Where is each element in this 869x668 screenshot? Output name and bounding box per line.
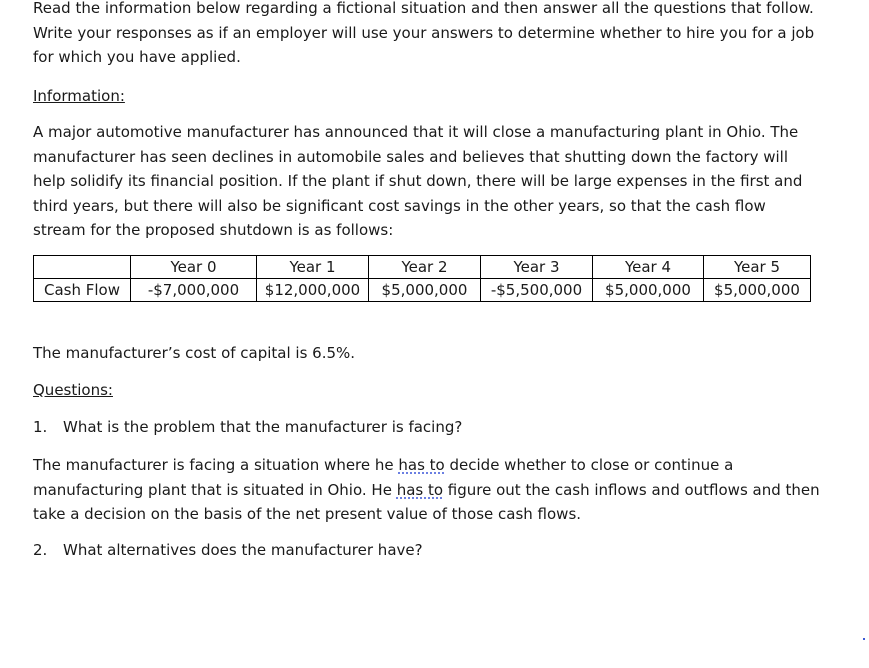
header-year-1: Year 1 — [257, 256, 369, 279]
header-year-2: Year 2 — [369, 256, 481, 279]
question-1-text: What is the problem that the manufacturer is facing? — [63, 418, 463, 436]
answer-1-text-a: The manufacturer is facing a situation where he — [33, 456, 399, 474]
grammar-flag-has-to[interactable]: has to — [398, 456, 445, 474]
cost-of-capital-text: The manufacturer’s cost of capital is 6.5%. — [33, 344, 356, 362]
header-year-3: Year 3 — [481, 256, 593, 279]
grammar-flag-has-to[interactable]: has to — [396, 480, 444, 499]
table-header-row — [34, 256, 811, 279]
header-year-5: Year 5 — [704, 256, 811, 279]
cash-flow-table — [33, 255, 811, 302]
row-label-cash-flow: Cash Flow — [34, 279, 131, 302]
question-1-number: 1. — [33, 418, 48, 436]
information-heading: Information: — [33, 87, 125, 105]
answer-1-text-c: figure out the cash inflows and outflows and then take a decision on the basis of the net present value of those cash flows. — [33, 480, 820, 523]
cash-flow-year-5: $5,000,000 — [704, 279, 811, 302]
header-year-0: Year 0 — [131, 256, 257, 279]
table-corner-cell — [34, 256, 131, 279]
table-row — [34, 279, 811, 302]
intro-paragraph: Read the information below regarding a fictional situation and then answer all the questions that follow. Write your responses as if an employer will use your answers to determine whether to hire you for a job for which you have applied. — [33, 0, 815, 66]
cash-flow-year-1: $12,000,000 — [257, 279, 369, 302]
header-year-4: Year 4 — [593, 256, 704, 279]
question-2 — [33, 538, 423, 563]
question-1 — [33, 415, 462, 440]
questions-heading: Questions: — [33, 381, 113, 399]
cash-flow-year-2: $5,000,000 — [369, 279, 481, 302]
question-2-number: 2. — [33, 541, 48, 559]
cash-flow-year-0: -$7,000,000 — [131, 279, 257, 302]
edge-marker — [863, 638, 865, 640]
information-paragraph: A major automotive manufacturer has announced that it will close a manufacturing plant in Ohio. The manufacturer has seen declines in automobile sales and believes that shutting down the factory will help solidify its financial position. If the plant if shut down, there will be large expenses in the first and third years, but there will also be significant cost savings in the other years, so that the cash flow stream for the proposed shutdown is as follows: — [33, 123, 803, 239]
question-2-text: What alternatives does the manufacturer have? — [63, 541, 423, 559]
cash-flow-year-3: -$5,500,000 — [481, 279, 593, 302]
answer-1-text-b: decide whether to close or continue a manufacturing plant that is situated in Ohio. He — [33, 456, 734, 499]
cash-flow-year-4: $5,000,000 — [593, 279, 704, 302]
answer-1-paragraph — [33, 453, 823, 527]
